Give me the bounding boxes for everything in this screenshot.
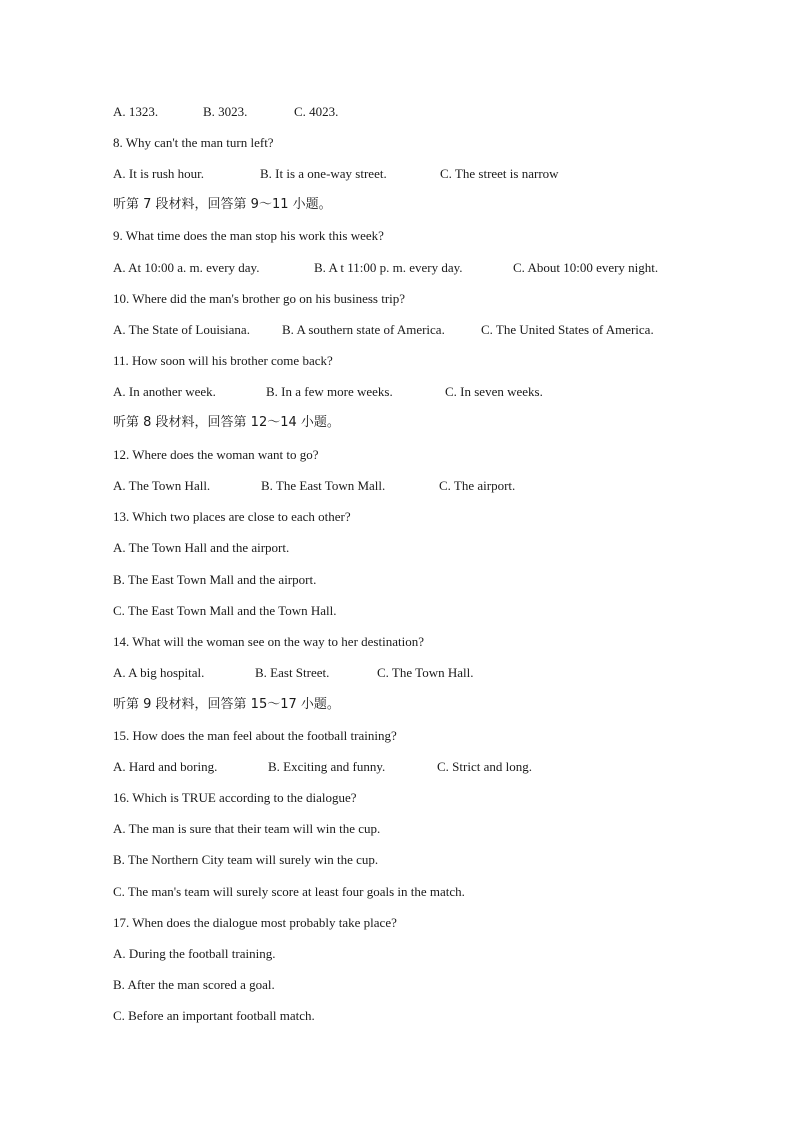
section-heading-8: 听第 8 段材料，回答第 12～14 小题。 bbox=[113, 415, 340, 430]
options-row-q8 bbox=[113, 166, 559, 182]
option-c: C. The United States of America. bbox=[481, 322, 654, 337]
option-a: A. The Town Hall. bbox=[113, 478, 211, 493]
option-a-q16: A. The man is sure that their team will win the cup. bbox=[113, 821, 381, 836]
options-row-q7 bbox=[113, 104, 338, 120]
options-row-q14 bbox=[113, 665, 473, 681]
option-a: A. In another week. bbox=[113, 384, 216, 399]
options-row-q12 bbox=[113, 478, 515, 494]
question-16: 16. Which is TRUE according to the dialogue? bbox=[113, 790, 357, 805]
option-c: C. About 10:00 every night. bbox=[513, 260, 659, 275]
option-b: B. In a few more weeks. bbox=[266, 384, 393, 399]
option-b: B. Exciting and funny. bbox=[268, 759, 386, 774]
option-b: B. The East Town Mall. bbox=[261, 478, 386, 493]
option-a: A. Hard and boring. bbox=[113, 759, 218, 774]
option-a: A. At 10:00 a. m. every day. bbox=[113, 260, 260, 275]
option-c-q17: C. Before an important football match. bbox=[113, 1008, 315, 1023]
section-heading-7: 听第 7 段材料，回答第 9～11 小题。 bbox=[113, 197, 332, 212]
option-c: C. The street is narrow bbox=[440, 166, 559, 181]
option-b: B. 3023. bbox=[203, 104, 248, 119]
option-a-q13: A. The Town Hall and the airport. bbox=[113, 540, 290, 555]
question-8: 8. Why can't the man turn left? bbox=[113, 135, 274, 150]
option-c-q16: C. The man's team will surely score at least four goals in the match. bbox=[113, 884, 465, 899]
option-b: B. A southern state of America. bbox=[282, 322, 445, 337]
option-a: A. It is rush hour. bbox=[113, 166, 204, 181]
question-13: 13. Which two places are close to each other? bbox=[113, 509, 351, 524]
option-a: A. 1323. bbox=[113, 104, 159, 119]
option-b-q17: B. After the man scored a goal. bbox=[113, 977, 275, 992]
option-b: B. East Street. bbox=[255, 665, 330, 680]
option-b: B. It is a one-way street. bbox=[260, 166, 387, 181]
option-c-q13: C. The East Town Mall and the Town Hall. bbox=[113, 603, 337, 618]
option-b-q13: B. The East Town Mall and the airport. bbox=[113, 572, 317, 587]
section-heading-9: 听第 9 段材料，回答第 15～17 小题。 bbox=[113, 697, 340, 712]
option-a: A. A big hospital. bbox=[113, 665, 205, 680]
question-10: 10. Where did the man's brother go on his business trip? bbox=[113, 291, 406, 306]
option-c: C. The Town Hall. bbox=[377, 665, 474, 680]
question-12: 12. Where does the woman want to go? bbox=[113, 447, 319, 462]
option-c: C. The airport. bbox=[439, 478, 516, 493]
options-row-q11 bbox=[113, 384, 543, 400]
option-b: B. A t 11:00 p. m. every day. bbox=[314, 260, 463, 275]
option-c: C. Strict and long. bbox=[437, 759, 532, 774]
question-11: 11. How soon will his brother come back? bbox=[113, 353, 333, 368]
option-c: C. 4023. bbox=[294, 104, 339, 119]
question-14: 14. What will the woman see on the way to her destination? bbox=[113, 634, 424, 649]
option-b-q16: B. The Northern City team will surely win the cup. bbox=[113, 852, 379, 867]
option-a: A. The State of Louisiana. bbox=[113, 322, 250, 337]
question-15: 15. How does the man feel about the football training? bbox=[113, 728, 397, 743]
option-a-q17: A. During the football training. bbox=[113, 946, 276, 961]
question-17: 17. When does the dialogue most probably take place? bbox=[113, 915, 397, 930]
options-row-q15 bbox=[113, 759, 532, 775]
options-row-q9 bbox=[113, 260, 658, 276]
question-9: 9. What time does the man stop his work this week? bbox=[113, 228, 384, 243]
option-c: C. In seven weeks. bbox=[445, 384, 543, 399]
options-row-q10 bbox=[113, 322, 654, 338]
